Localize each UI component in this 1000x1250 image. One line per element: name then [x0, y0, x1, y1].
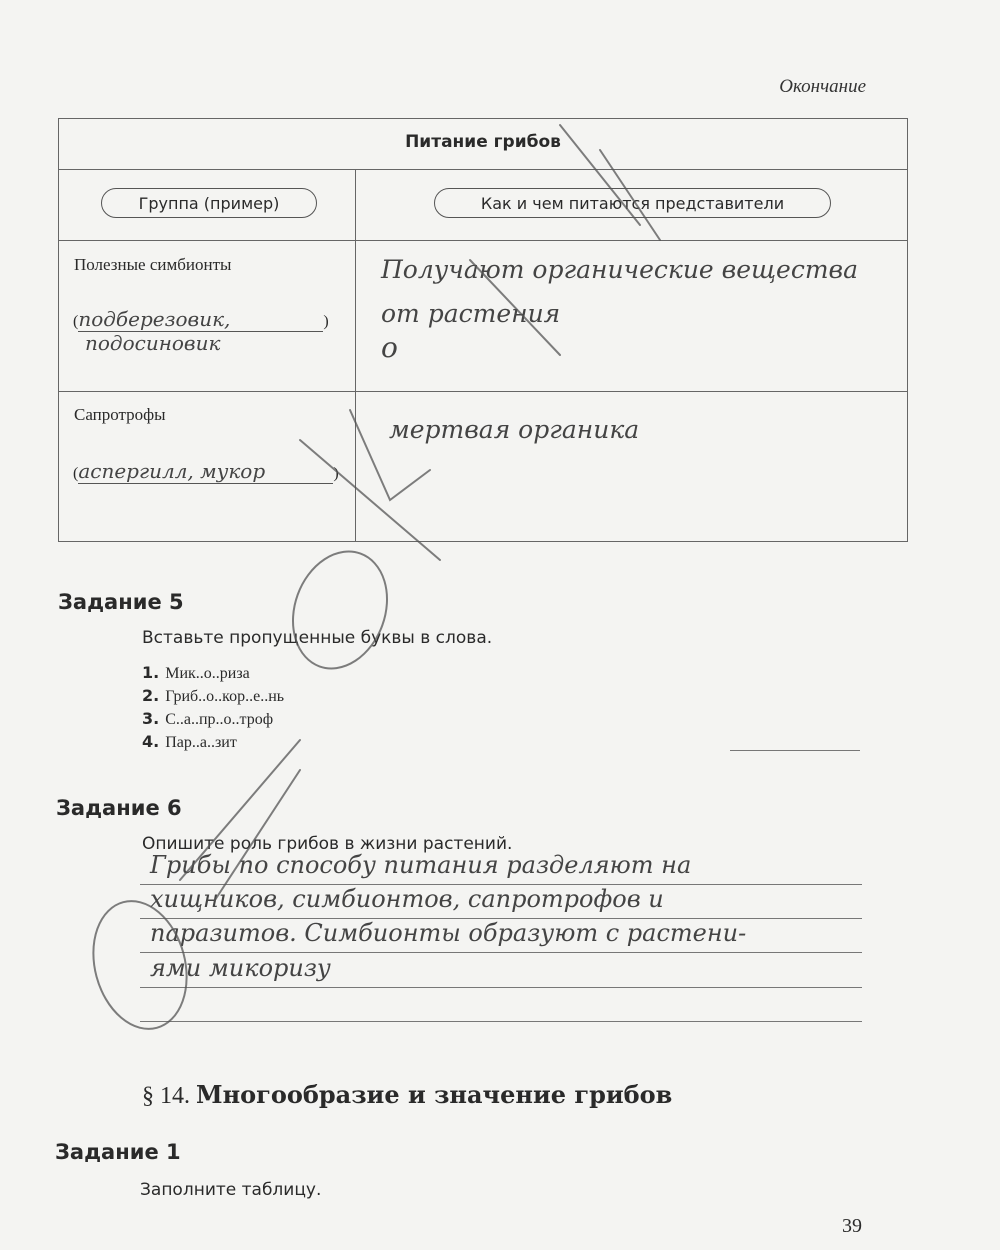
task5-heading: Задание 5: [58, 590, 184, 614]
page-number: 39: [842, 1215, 862, 1237]
task5-instruction: Вставьте пропущенные буквы в слова.: [142, 628, 493, 648]
example-answer: аспергилл, мукор: [78, 459, 333, 484]
example-field-symbionts: (подберезовик, ): [73, 307, 329, 331]
how-answer-saprotrophs: мертвая органика: [389, 415, 640, 444]
list-item: 4. Пар..а..зит: [142, 732, 237, 751]
example-field-saprotrophs: (аспергилл, мукор ): [73, 459, 339, 483]
how-answer-symbionts-continued: от растения: [381, 299, 561, 328]
list-item: 2. Гриб..о..кор..е..нь: [142, 686, 285, 705]
task6-instruction: Опишите роль грибов в жизни растений.: [142, 834, 513, 854]
task6-answer-line: ями микоризу: [150, 954, 331, 982]
task6-answer-line: паразитов. Симбионты образуют с растени-: [150, 919, 747, 947]
example-answer: подберезовик,: [78, 307, 323, 332]
handwritten-mark: о: [381, 331, 398, 364]
example-answer-continued: подосиновик: [85, 331, 221, 355]
row-label-symbionts: Полезные симбионты: [74, 255, 232, 274]
section-title: [142, 1080, 672, 1110]
task6-heading: Задание 6: [56, 796, 182, 820]
task1-heading: Задание 1: [55, 1140, 181, 1164]
task6-answer-line: Грибы по способу питания разделяют на: [150, 851, 692, 879]
section-number: § 14.: [142, 1083, 190, 1109]
row-label-saprotrophs: Сапротрофы: [74, 405, 166, 424]
column-header-how: Как и чем питаются представители: [434, 188, 831, 218]
list-item: 1. Мик..о..риза: [142, 663, 250, 682]
continuation-note: Окончание: [779, 76, 866, 97]
task1-instruction: Заполните таблицу.: [140, 1180, 322, 1200]
list-item: 3. С..а..пр..о..троф: [142, 709, 274, 728]
how-answer-symbionts: Получают органические вещества: [381, 255, 859, 284]
table-title: Питание грибов: [405, 132, 561, 152]
task6-answer-line: хищников, симбионтов, сапротрофов и: [150, 885, 664, 913]
column-header-group: Группа (пример): [101, 188, 317, 218]
section-name: Многообразие и значение грибов: [196, 1080, 673, 1109]
